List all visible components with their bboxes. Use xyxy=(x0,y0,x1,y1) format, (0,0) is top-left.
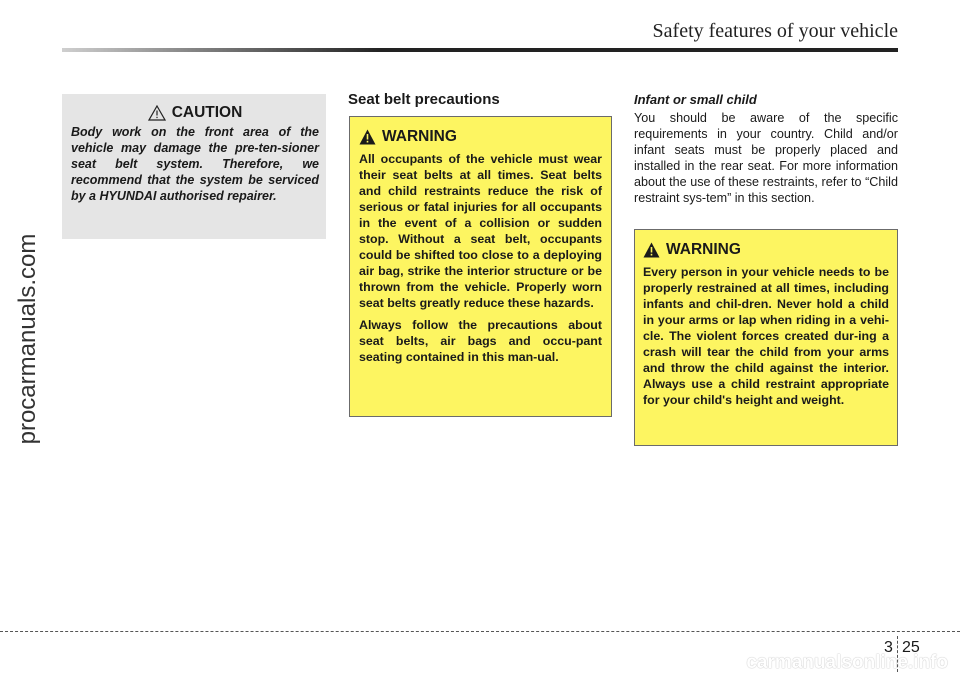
side-watermark: procarmanuals.com xyxy=(14,233,41,445)
caution-title: CAUTION xyxy=(171,104,243,121)
subsection-intro: You should be aware of the specific requirements in your country. Child and/or infant seats must be properly placed and installed in the rear seat. For more information about the use of these restraints, refer to “Child restraint sys-tem” in this section. xyxy=(634,111,898,205)
header-rule xyxy=(62,48,898,52)
caution-box xyxy=(62,94,326,239)
footer-rule xyxy=(0,631,960,632)
warning-text: All occupants of the vehicle must wear their seat belts at all times. Seat belts and child restraints reduce the risk of serious or fatal injuries for all occupants in the event of a collision or sudden stop. Without a seat belt, occupants could be shifted too close to a deploying air bag, strike the interior structure or be thrown from the vehicle. Properly worn seat belts greatly reduce these hazards. xyxy=(359,152,602,310)
warning-header xyxy=(643,241,889,259)
warning-text: Always follow the precautions about seat belts, air bags and occu-pant seating contained in this man-ual. xyxy=(359,318,602,364)
warning-triangle-icon xyxy=(359,129,376,145)
warning-box-seat-belts xyxy=(349,116,612,417)
section-title: Seat belt precautions xyxy=(348,91,500,108)
caution-header xyxy=(71,104,319,122)
warning-text: Every person in your vehicle needs to be properly restrained at all times, including infants and chil-dren. Never hold a child in your arms or lap when riding in a vehi-cle. The violent forces created dur-ing a crash will tear the child from your arms and throw the child against the interior. Always use a child restraint appropriate for your child's height and weight. xyxy=(643,265,889,407)
subsection-title: Infant or small child xyxy=(634,92,757,107)
page-header-title: Safety features of your vehicle xyxy=(652,20,898,42)
warning-triangle-icon xyxy=(643,242,660,258)
warning-triangle-outline-icon xyxy=(148,105,166,121)
warning-box-child xyxy=(634,229,898,446)
warning-title: WARNING xyxy=(382,128,457,145)
warning-title: WARNING xyxy=(666,241,741,258)
footer-watermark: carmanualsonline.info xyxy=(746,652,948,673)
page-number: 25 xyxy=(902,639,920,656)
caution-text: Body work on the front area of the vehicle may damage the pre-ten-sioner seat belt system. Therefore, we recommend that the system be serviced by a HYUNDAI authorised repairer. xyxy=(71,125,319,203)
chapter-number: 3 xyxy=(884,639,893,656)
warning-header xyxy=(359,128,602,146)
